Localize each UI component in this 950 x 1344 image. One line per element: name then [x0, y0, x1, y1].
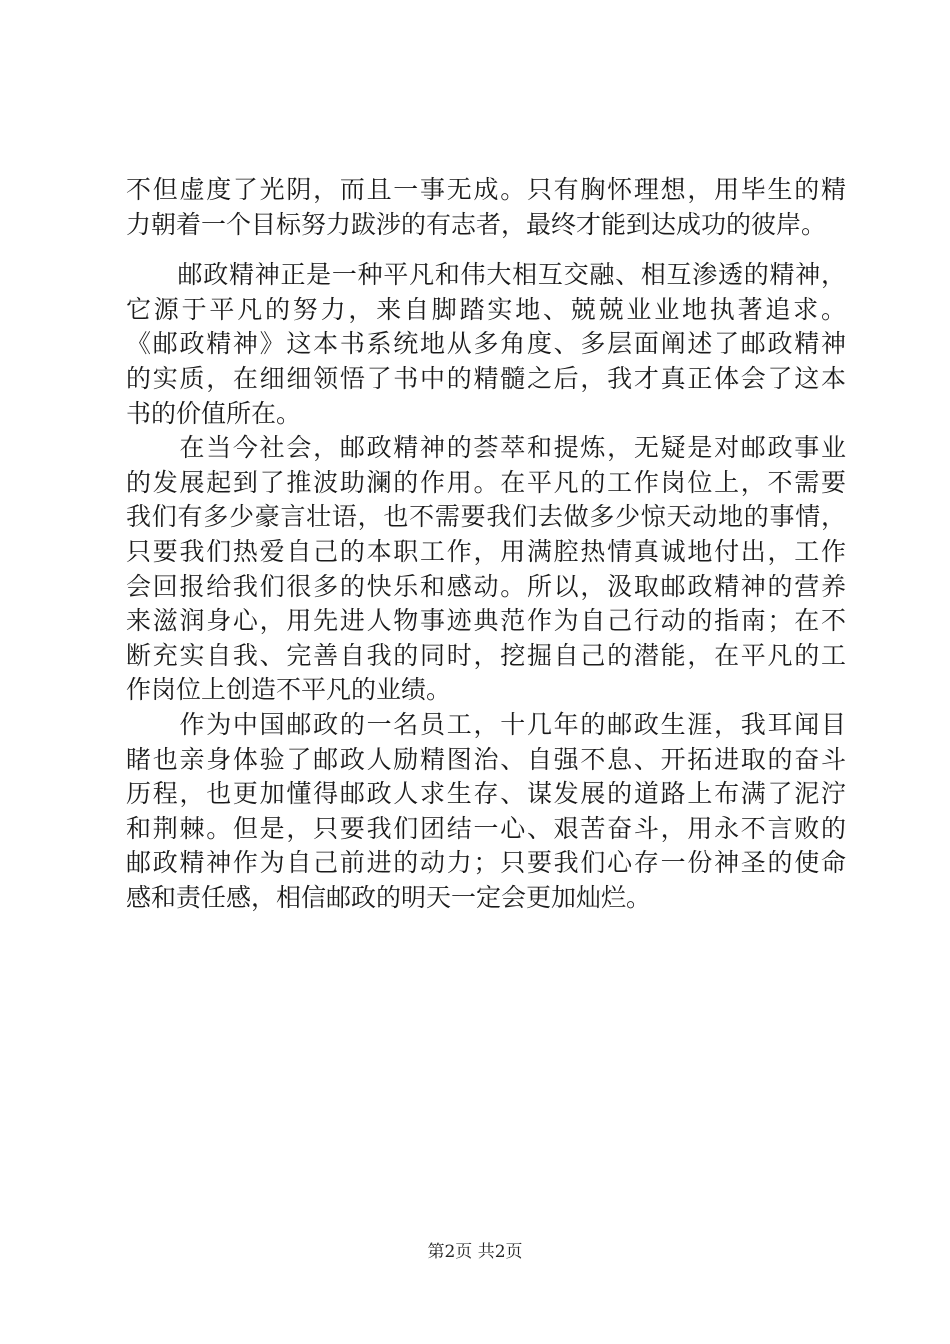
text-line: 书的价值所在。 [126, 398, 302, 428]
text-line: 邮政精神作为自己前进的动力；只要我们心存一份神圣的使命 [126, 848, 846, 878]
paragraph [126, 173, 846, 242]
paragraph [126, 708, 846, 916]
text-line: 不但虚度了光阴，而且一事无成。只有胸怀理想，用毕生的精 [126, 175, 846, 204]
text-line: 的发展起到了推波助澜的作用。在平凡的工作岗位上，不需要 [126, 467, 846, 497]
text-line: 睹也亲身体验了邮政人励精图治、自强不息、开拓进取的奋斗 [126, 744, 846, 774]
text-line: 在当今社会，邮政精神的荟萃和提炼，无疑是对邮政事业 [126, 433, 846, 463]
text-line: 作为中国邮政的一名员工，十几年的邮政生涯，我耳闻目 [126, 709, 846, 739]
body-text [126, 173, 846, 915]
text-line: 邮政精神正是一种平凡和伟大相互交融、相互渗透的精神， [126, 260, 846, 290]
text-line: 我们有多少豪言壮语，也不需要我们去做多少惊天动地的事情， [126, 502, 846, 532]
text-line: 的实质，在细细领悟了书中的精髓之后，我才真正体会了这本 [126, 363, 846, 393]
text-line: 来滋润身心，用先进人物事迹典范作为自己行动的指南；在不 [126, 606, 846, 636]
text-line: 力朝着一个目标努力跋涉的有志者，最终才能到达成功的彼岸。 [126, 209, 827, 239]
text-line: 会回报给我们很多的快乐和感动。所以，汲取邮政精神的营养 [126, 571, 846, 601]
text-line: 《邮政精神》这本书系统地从多角度、多层面阐述了邮政精神 [126, 329, 846, 359]
text-line: 只要我们热爱自己的本职工作，用满腔热情真诚地付出，工作 [126, 536, 846, 566]
paragraph [126, 431, 846, 708]
page-number: 第2页 共2页 [427, 1242, 523, 1262]
text-line: 它源于平凡的努力，来自脚踏实地、兢兢业业地执著追求。 [126, 294, 846, 324]
paragraph-gap [126, 242, 846, 258]
text-line: 断充实自我、完善自我的同时，挖掘自己的潜能，在平凡的工 [126, 640, 846, 670]
text-line: 作岗位上创造不平凡的业绩。 [126, 675, 452, 705]
paragraph [126, 258, 846, 431]
text-line: 历程，也更加懂得邮政人求生存、谋发展的道路上布满了泥泞 [126, 779, 846, 809]
text-line: 和荆棘。但是，只要我们团结一心、艰苦奋斗，用永不言败的 [126, 813, 846, 843]
page-footer [0, 1240, 950, 1264]
text-line: 感和责任感，相信邮政的明天一定会更加灿烂。 [126, 882, 652, 912]
